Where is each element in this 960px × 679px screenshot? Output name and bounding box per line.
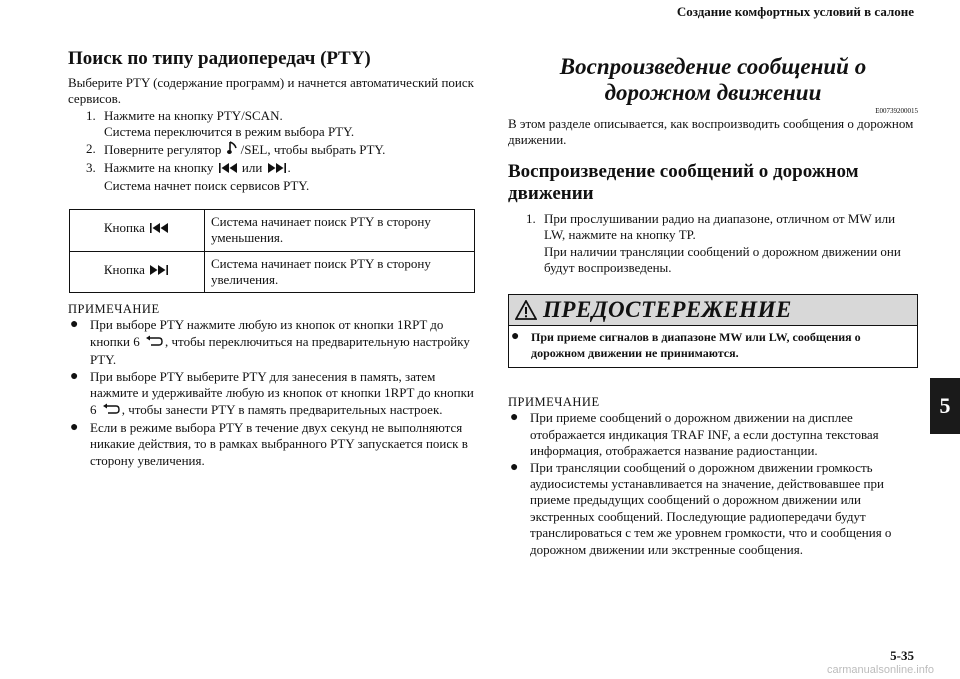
next-track-icon	[150, 264, 168, 280]
bullet-icon: ●	[70, 317, 79, 333]
right-column	[508, 54, 918, 558]
note-heading: ПРИМЕЧАНИЕ	[68, 302, 160, 317]
page-number: 5-35	[890, 648, 914, 663]
button-function-table	[69, 209, 475, 294]
bullet-icon: ●	[510, 459, 519, 475]
bullet-icon: ●	[511, 329, 520, 345]
warning-item: ● При приеме сигналов в диапазоне MW или LW, сообщения о дорожном движении не принимаются.	[511, 329, 861, 361]
note-item: ● При приеме сообщений о дорожном движении на дисплее отображается индикация TRAF INF, а если доступна текстовая информация, отображается название радиостанции.	[510, 410, 879, 459]
step-2: 2. Поверните регулятор /SEL, чтобы выбрать PTY.	[86, 141, 476, 160]
step-1: 1. При прослушивании радио на диапазоне, отличном от MW или LW, нажмите на кнопку TP. При наличии трансляции сообщений о дорожном движении они будут воспроизведены.	[526, 210, 901, 276]
music-note-icon	[227, 141, 239, 160]
note-item: ● При выборе PTY выберите PTY для занесения в память, затем нажмите и удерживайте любую из кнопок от кнопки 1RPT до кнопки 6 , чтобы занести PTY в память предварительных настроек.	[68, 369, 476, 420]
note-item: ● При выборе PTY нажмите любую из кнопок от кнопки 1RPT до кнопки 6 , чтобы переключиться на предварительную настройку PTY.	[70, 317, 470, 368]
bullet-icon: ●	[70, 368, 79, 384]
table-row: Кнопка Система начинает поиск PTY в сторону уменьшения.	[70, 209, 475, 251]
section-code: E00739200015	[875, 107, 918, 115]
bullet-icon: ●	[510, 410, 519, 426]
warning-box	[508, 294, 918, 368]
watermark: carmanualsonline.info	[826, 664, 934, 676]
return-arrow-icon	[145, 335, 163, 352]
next-track-icon	[268, 162, 286, 178]
prev-track-icon	[219, 162, 237, 178]
note-heading: ПРИМЕЧАНИЕ	[508, 395, 600, 410]
step-3: 3. Нажмите на кнопку или . Система начнет поиск сервисов PTY.	[86, 160, 310, 194]
note-item: ● При трансляции сообщений о дорожном движении громкость аудиосистемы устанавливается на значение, действовавшее при приеме предыдущих сообщений о дорожном движении или экстренных сообщений. Последующие радиопередачи будут транслироваться с тем же уровнем громкости, что и сообщения о дорожном движении или экстренные сообщения.	[510, 459, 892, 557]
traffic-subtitle: Воспроизведение сообщений о дорожном движении	[508, 160, 859, 204]
traffic-intro: В этом разделе описывается, как воспроизводить сообщения о дорожном движении.	[508, 116, 914, 148]
step-1: 1. Нажмите на кнопку PTY/SCAN. Система переключится в режим выбора PTY.	[86, 107, 355, 140]
warning-triangle-icon	[509, 300, 543, 320]
chapter-tab: 5	[930, 378, 960, 434]
pty-intro: Выберите PTY (содержание программ) и начнется автоматический поиск сервисов.	[68, 75, 474, 107]
left-column	[68, 48, 476, 469]
warning-header	[509, 295, 917, 326]
table-row: Кнопка Система начинает поиск PTY в сторону увеличения.	[70, 251, 475, 293]
note-item: ● Если в режиме выбора PTY в течение двух секунд не выполняются никакие действия, то в рамках выбранного PTY запускается поиск в сторону увеличения.	[70, 419, 468, 468]
warning-title: ПРЕДОСТЕРЕЖЕНИЕ	[543, 297, 792, 323]
bullet-icon: ●	[70, 419, 79, 435]
traffic-messages-title: Воспроизведение сообщений о дорожном движении	[559, 54, 867, 105]
running-header: Создание комфортных условий в салоне	[676, 4, 914, 19]
return-arrow-icon	[102, 403, 120, 420]
prev-track-icon	[150, 222, 168, 238]
pty-search-title: Поиск по типу радиопередач (PTY)	[68, 48, 371, 69]
